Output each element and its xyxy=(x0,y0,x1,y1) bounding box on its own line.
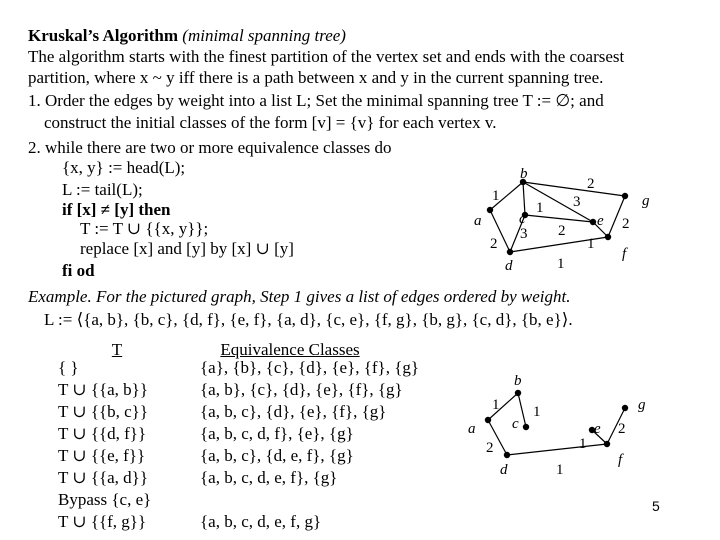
table-row-classes: {a, b, c, d, e, f, g} xyxy=(200,512,322,531)
algo-line-replace: replace [x] and [y] by [x] ∪ [y] xyxy=(80,239,294,258)
vertex-label-d: d xyxy=(500,462,508,478)
edge-list-line: L := ⟨{a, b}, {b, c}, {d, f}, {e, f}, {a, d}, {c, e}, {f, g}, {b, g}, {c, d}, {b, e}⟩. xyxy=(44,310,573,329)
algo-line-tail: L := tail(L); xyxy=(62,180,143,199)
vertex-label-e: e xyxy=(594,421,601,437)
weight-ce: 2 xyxy=(558,223,566,239)
table-row-t: T ∪ {{e, f}} xyxy=(58,446,146,465)
vertex-a-dot xyxy=(485,417,491,423)
vertex-label-b: b xyxy=(520,166,528,182)
vertex-label-c: c xyxy=(519,211,526,227)
vertex-d-dot xyxy=(504,452,510,458)
table-header-classes: Equivalence Classes xyxy=(220,340,360,359)
weight-be: 3 xyxy=(573,194,581,210)
vertex-g-dot xyxy=(622,405,628,411)
table-row-classes: {a, b, c, d, f}, {e}, {g} xyxy=(200,424,354,443)
graph-top-vertices xyxy=(474,166,650,274)
weight-bc: 1 xyxy=(536,200,544,216)
vertex-label-f: f xyxy=(618,452,623,468)
page-number: 5 xyxy=(652,498,660,514)
table-row-classes: {a, b, c, d, e, f}, {g} xyxy=(200,468,338,487)
weight-ab: 1 xyxy=(492,188,500,204)
vertex-label-c: c xyxy=(512,416,519,432)
table-row-t: T ∪ {{d, f}} xyxy=(58,424,147,443)
weight-df: 1 xyxy=(557,256,565,272)
vertex-label-a: a xyxy=(474,213,482,229)
algo-line-head: {x, y} := head(L); xyxy=(62,158,186,177)
algo-line-fi-od: fi od xyxy=(62,261,95,280)
vertex-label-b: b xyxy=(514,373,522,389)
slide-title: Kruskal’s Algorithm xyxy=(28,26,179,45)
vertex-b-dot xyxy=(515,390,521,396)
table-row-classes: {a, b, c}, {d, e, f}, {g} xyxy=(200,446,354,465)
weight-ef: 1 xyxy=(579,436,587,452)
table-row-t: T ∪ {{b, c}} xyxy=(58,402,149,421)
vertex-label-a: a xyxy=(468,421,476,437)
vertex-f-dot xyxy=(605,234,611,240)
vertex-label-f: f xyxy=(622,246,627,262)
weight-cd: 3 xyxy=(520,226,528,242)
vertex-d-dot xyxy=(507,249,513,255)
weight-ab: 1 xyxy=(492,397,500,413)
weight-bc: 1 xyxy=(533,404,541,420)
example-line: Example. For the pictured graph, Step 1 gives a list of edges ordered by weight. xyxy=(28,287,571,306)
table-row-classes: {a, b, c}, {d}, {e}, {f}, {g} xyxy=(200,402,387,421)
weight-bg: 2 xyxy=(587,176,595,192)
step2-heading: 2. while there are two or more equivalence classes do xyxy=(28,138,392,157)
table-row-t: { } xyxy=(58,358,79,377)
weight-ef: 1 xyxy=(587,236,595,252)
weight-fg: 2 xyxy=(622,216,630,232)
weight-ad: 2 xyxy=(490,236,498,252)
vertex-a-dot xyxy=(487,207,493,213)
edge-bc xyxy=(518,393,526,427)
vertex-g-dot xyxy=(622,193,628,199)
table-row-t: T ∪ {{a, b}} xyxy=(58,380,149,399)
weight-ad: 2 xyxy=(486,440,494,456)
table-row-t: Bypass {c, e} xyxy=(58,490,152,509)
edge-df xyxy=(507,444,607,455)
weight-fg: 2 xyxy=(618,421,626,437)
graph-bottom-vertices xyxy=(468,373,646,478)
vertex-label-e: e xyxy=(597,213,604,229)
step1-line-2: construct the initial classes of the form [v] = {v} for each vertex v. xyxy=(44,113,497,132)
intro-line-2: partition, where x ~ y iff there is a path between x and y in the current spanning tree. xyxy=(28,68,604,87)
table-row-classes: {a, b}, {c}, {d}, {e}, {f}, {g} xyxy=(200,380,403,399)
table-header-t: T xyxy=(111,340,123,359)
vertex-f-dot xyxy=(604,441,610,447)
graph-top xyxy=(490,182,625,252)
algo-line-if: if [x] ≠ [y] then xyxy=(62,200,171,219)
step1-line-1: 1. Order the edges by weight into a list L; Set the minimal spanning tree T := ∅; and xyxy=(28,91,604,110)
table-row-classes: {a}, {b}, {c}, {d}, {e}, {f}, {g} xyxy=(200,358,420,377)
algo-line-add-edge: T := T ∪ {{x, y}}; xyxy=(80,219,209,238)
table-row-t: T ∪ {{a, d}} xyxy=(58,468,149,487)
vertex-e-dot xyxy=(590,219,596,225)
slide-title-note: (minimal spanning tree) xyxy=(182,26,346,45)
table-row-t: T ∪ {{f, g}} xyxy=(58,512,147,531)
vertex-label-g: g xyxy=(642,193,650,209)
vertex-label-g: g xyxy=(638,397,646,413)
weight-df: 1 xyxy=(556,462,564,478)
vertex-label-d: d xyxy=(505,258,513,274)
intro-line-1: The algorithm starts with the finest partition of the vertex set and ends with the coarsest xyxy=(28,47,625,66)
vertex-c-dot xyxy=(523,424,529,430)
